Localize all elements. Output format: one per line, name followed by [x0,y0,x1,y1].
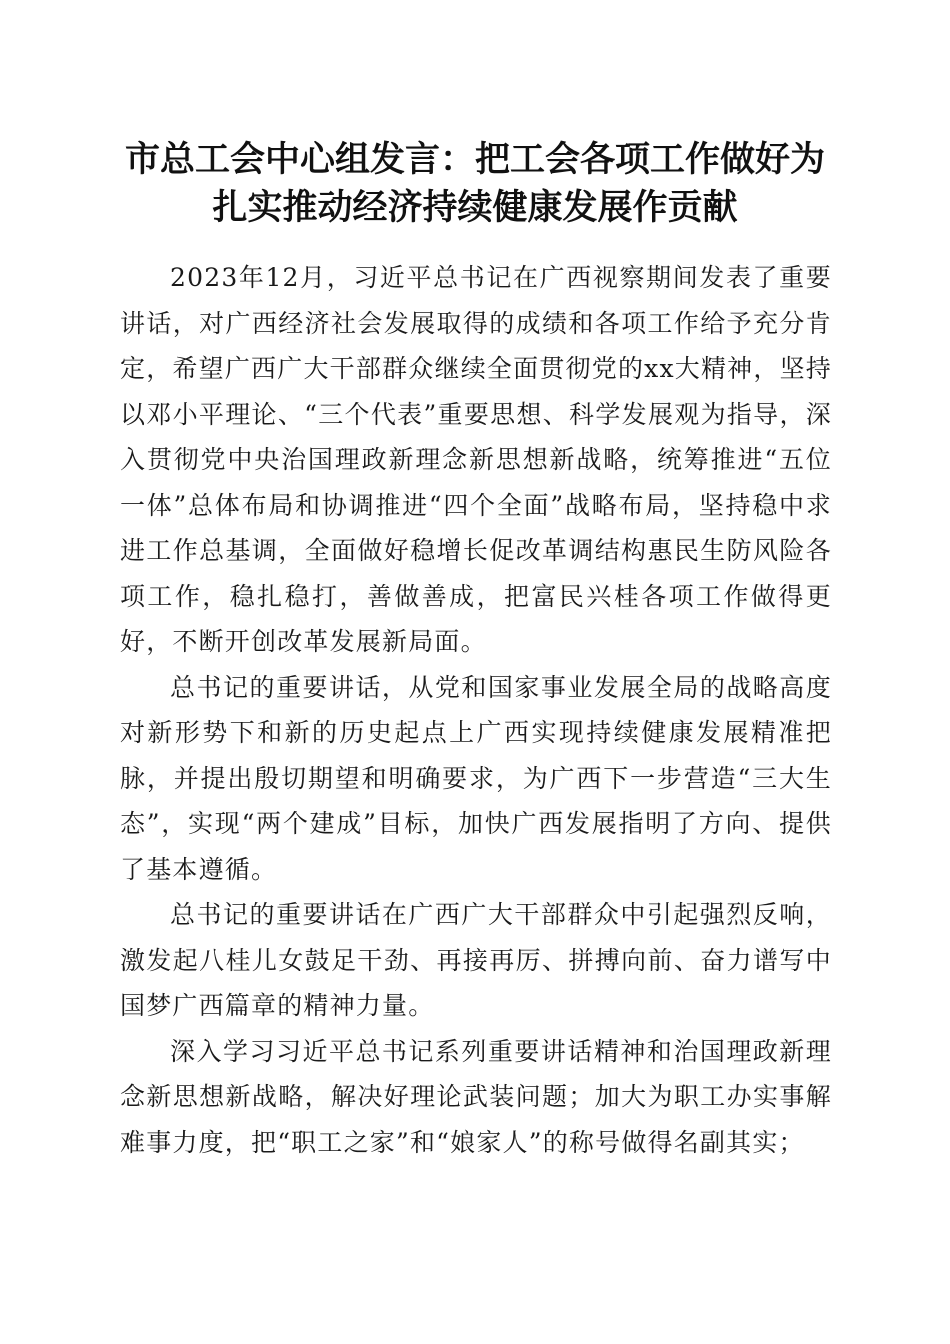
title-line-2: 扎实推动经济持续健康发展作贡献 [212,188,738,228]
document-title [90,136,860,232]
paragraph-2: 总书记的重要讲话，从党和国家事业发展全局的战略高度对新形势下和新的历史起点上广西实现持续健康发展精准把脉，并提出殷切期望和明确要求，为广西下一步营造“三大生态”，实现“两个建成”目标，加快广西发展指明了方向、提供了基本遵循。 [120,672,832,884]
paragraph-1: 2023年12月，习近平总书记在广西视察期间发表了重要讲话，对广西经济社会发展取得的成绩和各项工作给予充分肯定，希望广西广大干部群众继续全面贯彻党的xx大精神，坚持以邓小平理论、“三个代表”重要思想、科学发展观为指导，深入贯彻党中央治国理政新理念新思想新战略，统筹推进“五位一体”总体布局和协调推进“四个全面”战略布局，坚持稳中求进工作总基调，全面做好稳增长促改革调结构惠民生防风险各项工作，稳扎稳打，善做善成，把富民兴桂各项工作做得更好，不断开创改革发展新局面。 [120,263,832,656]
document-body [120,255,832,1165]
title-line-1: 市总工会中心组发言：把工会各项工作做好为 [124,140,825,180]
paragraph-4: 深入学习习近平总书记系列重要讲话精神和治国理政新理念新思想新战略，解决好理论武装问题；加大为职工办实事解难事力度，把“职工之家”和“娘家人”的称号做得名副其实； [120,1036,832,1157]
paragraph-3: 总书记的重要讲话在广西广大干部群众中引起强烈反响，激发起八桂儿女鼓足干劲、再接再厉、拼搏向前、奋力谱写中国梦广西篇章的精神力量。 [120,900,832,1020]
